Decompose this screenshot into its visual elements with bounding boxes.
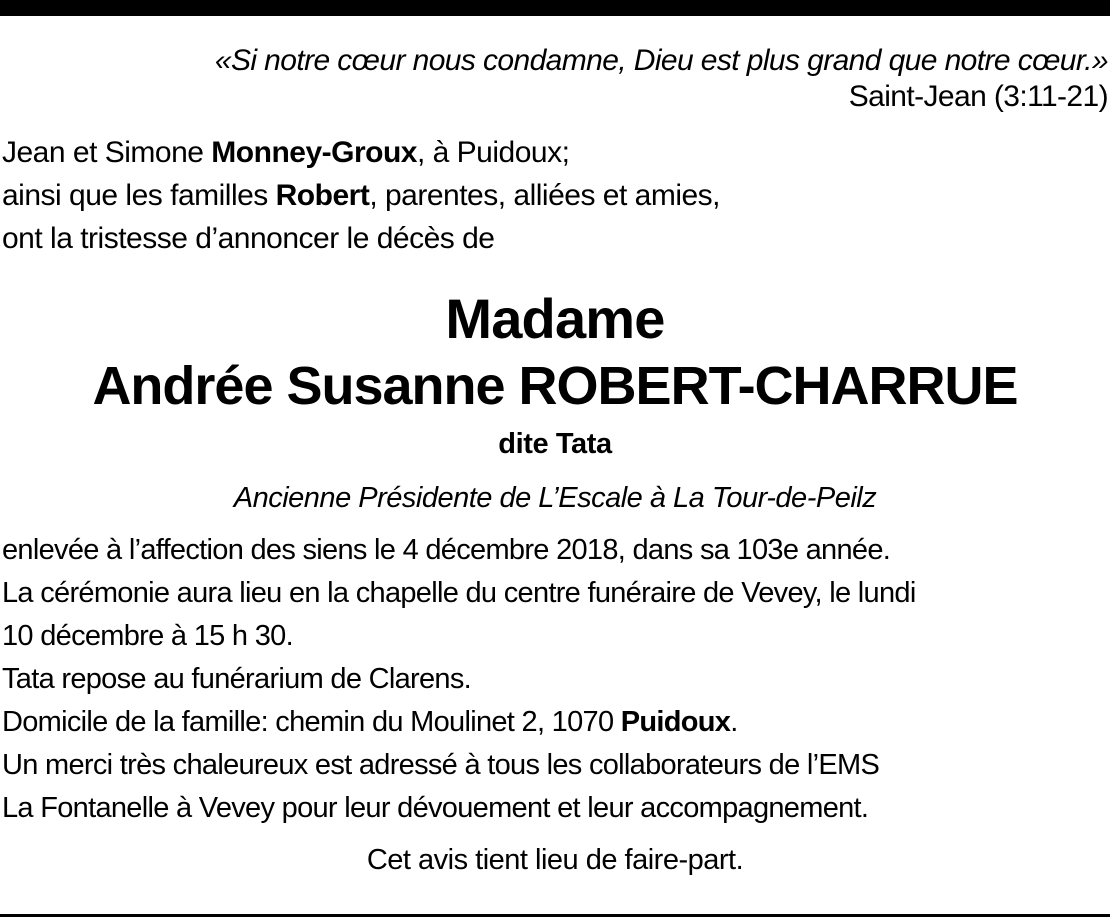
family-line-1 xyxy=(2,131,1110,174)
deceased-nickname: dite Tata xyxy=(498,428,612,460)
details-line-6: Un merci très chaleureux est adressé à tous les collaborateurs de l’EMS xyxy=(2,749,880,781)
family-name-monney-groux: Monney-Groux xyxy=(211,136,417,169)
details-line-7: La Fontanelle à Vevey pour leur dévouement et leur accompagnement. xyxy=(2,792,869,824)
death-notice xyxy=(0,41,1110,880)
details-line-5-text: Domicile de la famille: chemin du Moulinet 2, 1070 xyxy=(2,706,621,738)
family-line-3: ont la tristesse d’annoncer le décès de xyxy=(2,222,495,255)
family-name-robert: Robert xyxy=(275,179,370,212)
closing-line: Cet avis tient lieu de faire-part. xyxy=(366,844,744,876)
epigraph-quote: «Si notre cœur nous condamne, Dieu est plus grand que notre cœur.» xyxy=(214,44,1108,77)
notice-details xyxy=(0,529,1110,830)
details-line-3: 10 décembre à 15 h 30. xyxy=(2,620,293,652)
details-line-5-end: . xyxy=(730,706,738,738)
family-line-2 xyxy=(2,174,1110,217)
details-location-puidoux: Puidoux xyxy=(620,706,731,738)
bottom-border-rule xyxy=(0,914,1110,917)
details-line-5 xyxy=(2,701,1110,744)
epigraph-source: Saint-Jean (3:11-21) xyxy=(848,80,1108,113)
family-line-1-text: Jean et Simone xyxy=(2,136,212,169)
family-line-1-location: , à Puidoux; xyxy=(416,136,570,169)
details-line-1: enlevée à l’affection des siens le 4 décembre 2018, dans sa 103e année. xyxy=(2,534,891,566)
family-announcement xyxy=(0,131,1110,260)
family-line-2-text: ainsi que les familles xyxy=(2,179,276,212)
details-line-2: La cérémonie aura lieu en la chapelle du centre funéraire de Vevey, le lundi xyxy=(2,577,916,609)
deceased-name: Andrée Susanne ROBERT-CHARRUE xyxy=(92,356,1018,416)
top-border-rule xyxy=(0,0,1110,16)
family-line-2-rest: , parentes, alliées et amies, xyxy=(369,179,720,212)
deceased-role: Ancienne Présidente de L’Escale à La Tour-de-Peilz xyxy=(233,482,877,514)
details-line-4: Tata repose au funérarium de Clarens. xyxy=(2,663,471,695)
deceased-title: Madame xyxy=(445,287,665,350)
